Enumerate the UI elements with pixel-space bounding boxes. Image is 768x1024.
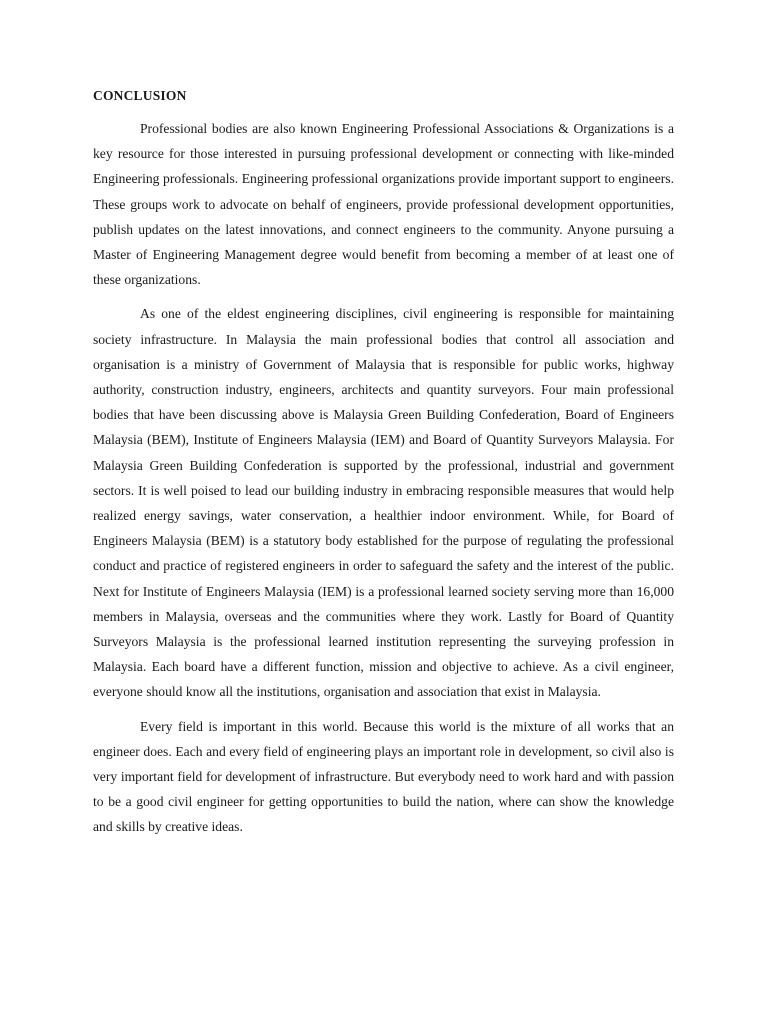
document-body [93, 86, 674, 849]
paragraph-every-field: Every field is important in this world. Because this world is the mixture of all works that an engineer does. Each and every field of engineering plays an important role in development, so civil also is very important field for development of infrastructure. But everybody need to work hard and with passion to be a good civil engineer for getting opportunities to build the nation, where can show the knowledge and skills by creative ideas. [93, 718, 674, 835]
paragraph-civil-engineering-malaysia: As one of the eldest engineering disciplines, civil engineering is responsible for maintaining society infrastructure. In Malaysia the main professional bodies that control all association and organisation is a ministry of Government of Malaysia that is responsible for public works, highway authority, construction industry, engineers, architects and quantity surveyors. Four main professional bodies that have been discussing above is Malaysia Green Building Confederation, Board of Engineers Malaysia (BEM), Institute of Engineers Malaysia (IEM) and Board of Quantity Surveyors Malaysia. For Malaysia Green Building Confederation is supported by the professional, industrial and government sectors. It is well poised to lead our building industry in embracing responsible measures that would help realized energy savings, water conservation, a healthier indoor environment. While, for Board of Engineers Malaysia (BEM) is a statutory body established for the purpose of regulating the professional conduct and practice of registered engineers in order to safeguard the safety and the interest of the public. Next for Institute of Engineers Malaysia (IEM) is a professional learned society serving more than 16,000 members in Malaysia, overseas and the communities where they work. Lastly for Board of Quantity Surveyors Malaysia is the professional learned institution representing the surveying profession in Malaysia. Each board have a different function, mission and objective to achieve. As a civil engineer, everyone should know all the institutions, organisation and association that exist in Malaysia. [93, 306, 674, 700]
paragraph-professional-bodies: Professional bodies are also known Engineering Professional Associations & Organizations is a key resource for those interested in pursuing professional development or connecting with like-minded Engineering professionals. Engineering professional organizations provide important support to engineers. These groups work to advocate on behalf of engineers, provide professional development opportunities, publish updates on the latest innovations, and connect engineers to the community. Anyone pursuing a Master of Engineering Management degree would benefit from becoming a member of at least one of these organizations. [93, 121, 674, 288]
section-heading: CONCLUSION [93, 88, 187, 103]
